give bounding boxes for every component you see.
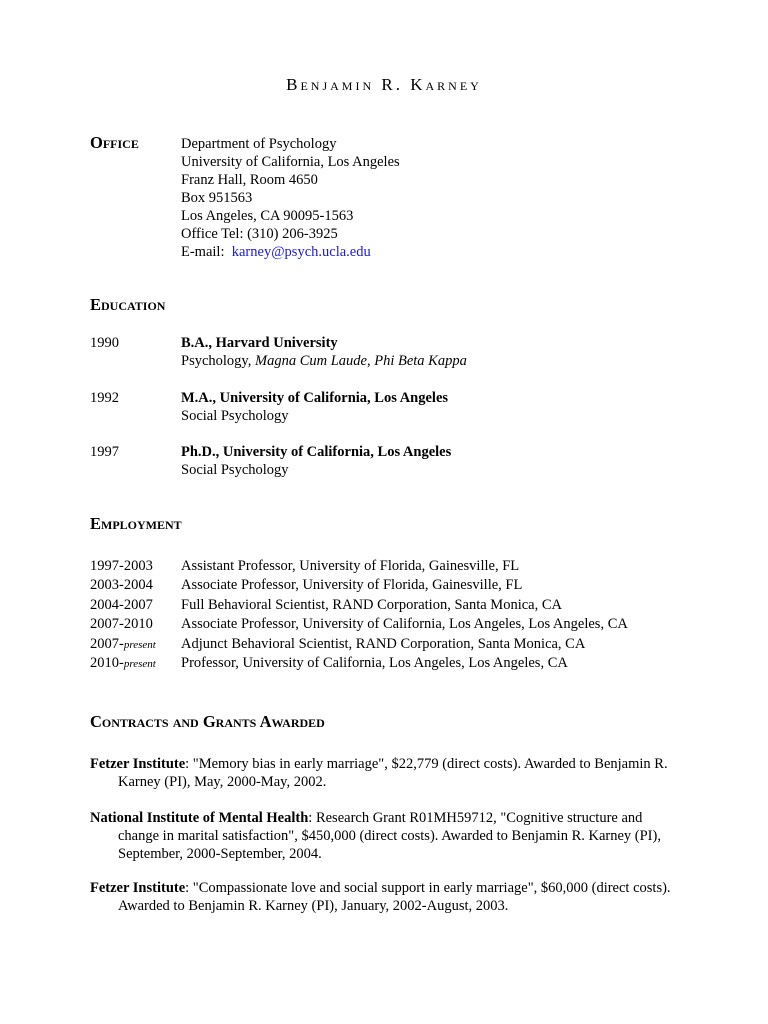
education-year: 1997 xyxy=(90,444,119,460)
employment-text: Associate Professor, University of Florida, Gainesville, FL xyxy=(181,577,523,593)
employment-text: Assistant Professor, University of Florida, Gainesville, FL xyxy=(181,558,520,574)
office-line: University of California, Los Angeles xyxy=(181,154,400,170)
employment-text: Professor, University of California, Los Angeles, Los Angeles, CA xyxy=(181,655,568,671)
office-line: Office Tel: (310) 206-3925 xyxy=(181,226,338,242)
education-detail: Social Psychology xyxy=(181,408,289,424)
grants-heading: Contracts and Grants Awarded xyxy=(90,712,325,731)
education-degree: M.A., University of California, Los Angeles xyxy=(181,390,449,406)
grant-org: National Institute of Mental Health xyxy=(90,810,309,826)
email-line xyxy=(181,243,400,261)
cv-name: Benjamin R. Karney xyxy=(286,75,482,94)
grant-item xyxy=(90,809,685,863)
employment-years: 2004-2007 xyxy=(90,597,153,613)
education-year: 1992 xyxy=(90,390,119,406)
employment-text: Adjunct Behavioral Scientist, RAND Corporation, Santa Monica, CA xyxy=(181,636,586,652)
grant-item xyxy=(90,755,685,791)
employment-years: 2007-2010 xyxy=(90,616,153,632)
office-line: Franz Hall, Room 4650 xyxy=(181,172,318,188)
email-link[interactable]: karney@psych.ucla.edu xyxy=(231,244,371,260)
employment-years: 1997-2003 xyxy=(90,558,153,574)
office-heading: Office xyxy=(90,133,139,152)
education-degree: Ph.D., University of California, Los Angeles xyxy=(181,444,452,460)
grant-text: : "Memory bias in early marriage", $22,779 (direct costs). Awarded to Benjamin R. Karney (PI), May, 2000-May, 2002. xyxy=(118,756,668,790)
employment-years: 2003-2004 xyxy=(90,577,153,593)
office-line: Los Angeles, CA 90095-1563 xyxy=(181,208,354,224)
grant-item xyxy=(90,879,685,915)
education-detail: Psychology, Magna Cum Laude, Phi Beta Kappa xyxy=(181,353,467,369)
employment-text: Associate Professor, University of California, Los Angeles, Los Angeles, CA xyxy=(181,616,628,632)
grant-text: : Research Grant R01MH59712, "Cognitive structure and change in marital satisfaction", $450,000 (direct costs). Awarded to Benjamin R. Karney (PI), September, 2000-September, 2004. xyxy=(118,810,661,862)
employment-heading: Employment xyxy=(90,514,182,533)
education-detail: Social Psychology xyxy=(181,462,289,478)
grant-text: : "Compassionate love and social support in early marriage", $60,000 (direct costs). Awarded to Benjamin R. Karney (PI), January, 2002-August, 2003. xyxy=(118,880,671,914)
email-label: E-mail: xyxy=(181,244,225,260)
office-line: Department of Psychology xyxy=(181,136,337,152)
office-line: Box 951563 xyxy=(181,190,253,206)
employment-years: 2010-present xyxy=(90,655,156,671)
grant-org: Fetzer Institute xyxy=(90,880,186,896)
grant-org: Fetzer Institute xyxy=(90,756,186,772)
employment-text: Full Behavioral Scientist, RAND Corporation, Santa Monica, CA xyxy=(181,597,562,613)
education-degree: B.A., Harvard University xyxy=(181,335,338,351)
employment-years: 2007-present xyxy=(90,636,156,652)
office-address xyxy=(181,135,400,261)
education-heading: Education xyxy=(90,295,166,314)
education-year: 1990 xyxy=(90,335,119,351)
